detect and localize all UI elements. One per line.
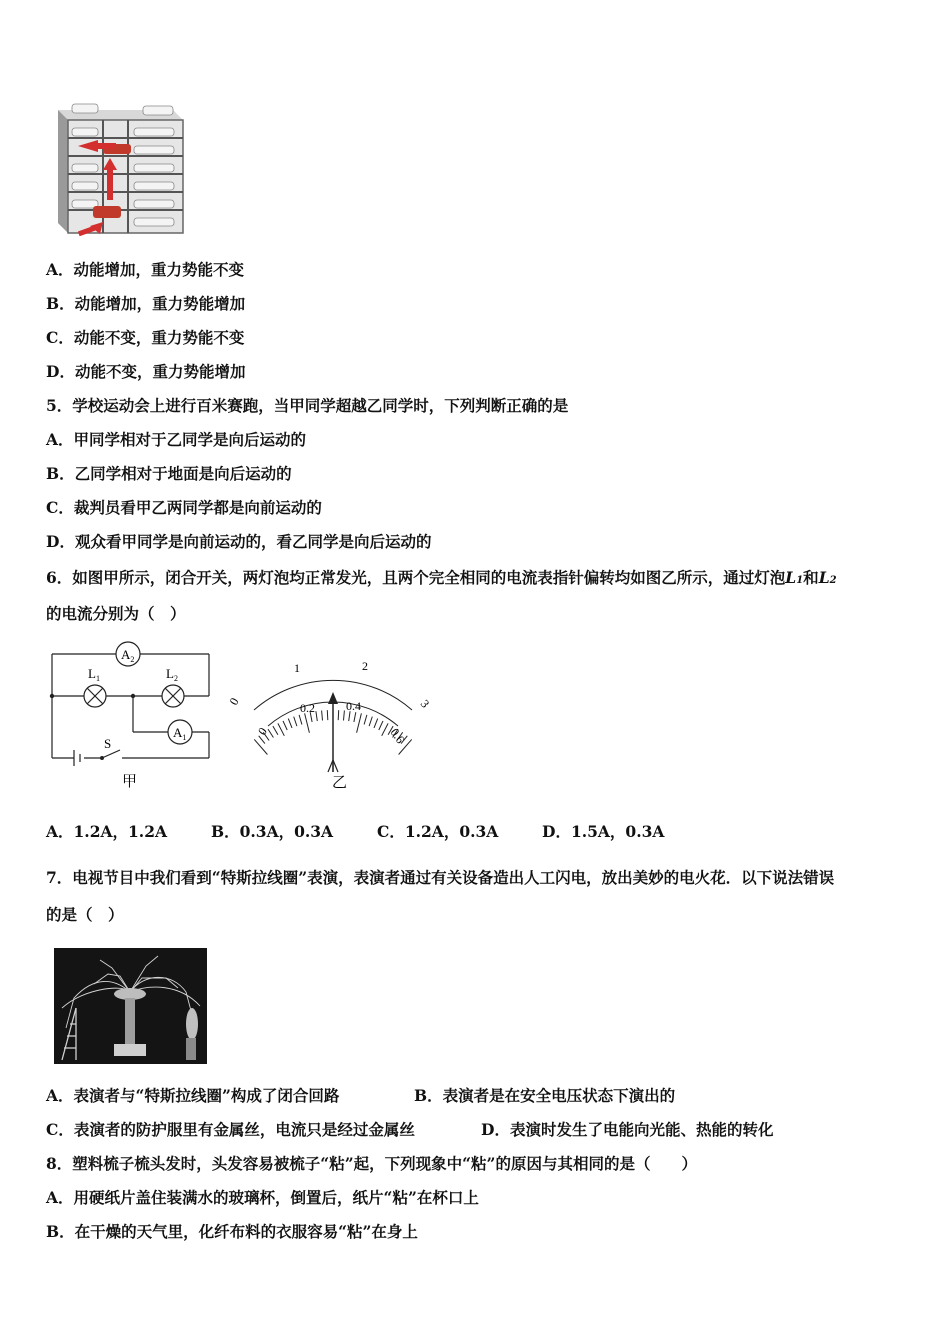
ammeter-a2-label: $A_2$ (121, 647, 135, 664)
switch-label: S (104, 736, 112, 751)
scale-top-1: 1 (294, 661, 300, 675)
scale-tick (254, 739, 267, 754)
scale-tick (344, 711, 345, 721)
scale-tick (338, 710, 339, 720)
scale-tick (382, 723, 388, 735)
circuit-caption: 甲 (122, 774, 138, 790)
scale-tick (322, 711, 323, 721)
scale-bottom-0: 0 (254, 724, 270, 738)
q6-option-a: A．1.2A，1.2A (46, 822, 168, 841)
scale-top-2: 2 (362, 659, 368, 673)
q4-option-a: A．动能增加，重力势能不变 (46, 260, 245, 279)
q4-option-b: B．动能增加，重力势能增加 (46, 294, 246, 313)
scale-tick (374, 719, 378, 728)
q4-option-d: D．动能不变，重力势能增加 (46, 362, 246, 381)
scale-tick (327, 710, 328, 720)
dial-caption: 乙 (332, 775, 348, 791)
q6-option-b: B．0.3A，0.3A (211, 822, 334, 841)
scale-tick (273, 726, 278, 735)
q5-option-a: A．甲同学相对于乙同学是向后运动的 (46, 430, 307, 449)
scale-tick (278, 723, 284, 735)
scale-tick (299, 715, 302, 725)
q7-stem-line2: 的是（ ） (46, 905, 124, 924)
q4-option-c: C．动能不变，重力势能不变 (46, 328, 245, 347)
scale-top-3: 3 (417, 696, 433, 711)
scale-top-0: 0 (226, 695, 242, 708)
ammeter-a1-label: $A_1$ (173, 725, 187, 742)
scale-bottom-0.2: 0.2 (300, 701, 315, 715)
scale-tick (316, 711, 317, 721)
q7-option-c: C．表演者的防护服里有金属丝，电流只是经过金属丝 (46, 1120, 415, 1139)
q6-stem: 6．如图甲所示，闭合开关，两灯泡均正常发光，且两个完全相同的电流表指针偏转均如图乙所示，通过灯泡L1和L2 (46, 568, 837, 587)
q6-option-c: C．1.2A，0.3A (377, 822, 499, 841)
scale-bottom-0.6: 0.6 (387, 725, 408, 747)
q7-stem: 7．电视节目中我们看到“特斯拉线圈”表演，表演者通过有关设备造出人工闪电，放出美妙的电火花．以下说法错误 (46, 868, 835, 887)
tesla-coil-photo (54, 948, 207, 1064)
parking-garage-figure (48, 98, 188, 243)
q5-option-b: B．乙同学相对于地面是向后运动的 (46, 464, 292, 483)
q7-option-b: B．表演者是在安全电压状态下演出的 (414, 1086, 676, 1105)
q8-option-b: B．在干燥的天气里，化纤布料的衣服容易“粘”在身上 (46, 1222, 418, 1241)
scale-tick (379, 721, 383, 730)
q5-stem: 5．学校运动会上进行百米赛跑，当甲同学超越乙同学时，下列判断正确的是 (46, 396, 569, 415)
q8-stem: 8．塑料梳子梳头发时，头发容易被梳子“粘”起，下列现象中“粘”的原因与其相同的是（ ） (46, 1154, 697, 1173)
lamp-l2-label: $L_2$ (166, 666, 178, 683)
scale-bottom-0.4: 0.4 (346, 699, 361, 713)
scale-tick (294, 717, 297, 727)
scale-tick (357, 713, 362, 732)
scale-tick (369, 717, 372, 727)
q5-option-c: C．裁判员看甲乙两同学都是向前运动的 (46, 498, 322, 517)
scale-tick (364, 715, 367, 725)
lamp-l1-label: $L_1$ (88, 666, 100, 683)
q6-stem-line2: 的电流分别为（ ） (46, 604, 186, 623)
scale-tick (305, 713, 310, 732)
q7-option-d: D．表演时发生了电能向光能、热能的转化 (481, 1120, 774, 1139)
q8-option-a: A．用硬纸片盖住装满水的玻璃杯，倒置后，纸片“粘”在杯口上 (46, 1188, 479, 1207)
circuit-diagram (44, 640, 219, 790)
scale-tick (354, 712, 356, 722)
q5-option-d: D．观众看甲同学是向前运动的，看乙同学是向后运动的 (46, 532, 432, 551)
q6-option-d: D．1.5A，0.3A (542, 822, 665, 841)
scale-tick (283, 721, 287, 730)
ammeter-dial (228, 650, 438, 795)
q7-option-a: A．表演者与“特斯拉线圈”构成了闭合回路 (46, 1086, 340, 1105)
scale-tick (288, 719, 292, 728)
